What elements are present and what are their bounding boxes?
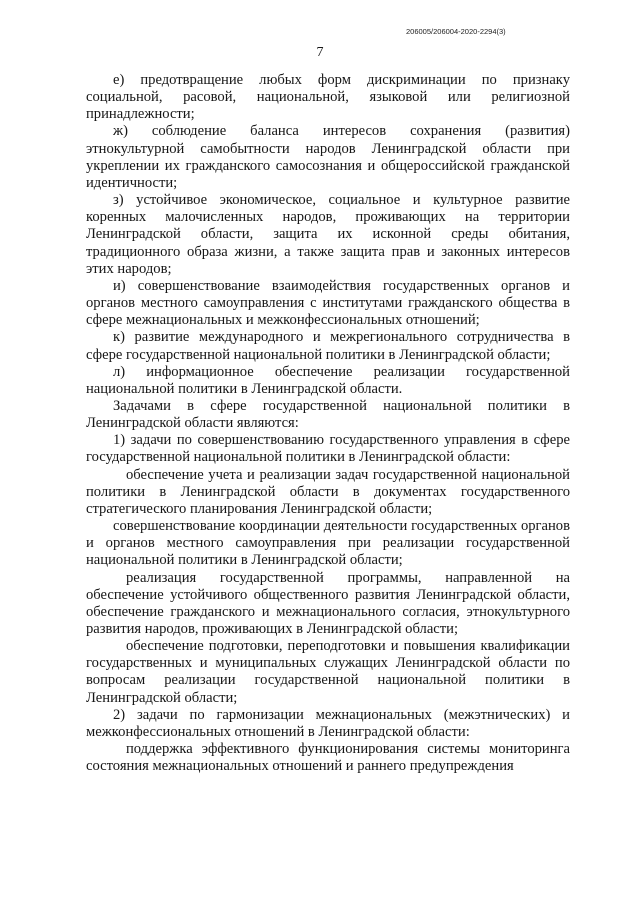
paragraph-item-e: е) предотвращение любых форм дискриминации по признаку социальной, расовой, национальной, языковой или религиозной принадлежности; [86, 72, 570, 123]
paragraph-item-k: к) развитие международного и межрегионального сотрудничества в сфере государственной национальной политики в Ленинградской области; [86, 329, 570, 363]
page-number: 7 [316, 45, 324, 60]
paragraph-item-z: з) устойчивое экономическое, социальное и культурное развитие коренных малочисленных народов, проживающих на территории Ленинградской области, защита их исконной среды обитания, традиционного образа жизни, а также защита прав и законных интересов этих народов; [86, 192, 570, 277]
paragraph-item-zh: ж) соблюдение баланса интересов сохранения (развития) этнокультурной самобытности народов Ленинградской области при укреплении их гражданского самосознания и общероссийской гражданской идентичности; [86, 123, 570, 191]
paragraph-item-i: и) совершенствование взаимодействия государственных органов и органов местного самоуправления с институтами гражданского общества в сфере межнациональных и межконфессиональных отношений; [86, 277, 570, 329]
paragraph-task-1-c: реализация государственной программы, направленной на обеспечение устойчивого общественного развития Ленинградской области, обеспечение гражданского и межнационального согласия, этнокультурного развития народов, проживающих в Ленинградской области; [86, 569, 570, 637]
document-body [86, 72, 570, 775]
paragraph-task-2-a: поддержка эффективного функционирования системы мониторинга состояния межнациональных отношений и раннего предупреждения [86, 741, 570, 775]
paragraph-tasks-2: 2) задачи по гармонизации межнациональных (межэтнических) и межконфессиональных отношений в Ленинградской области: [86, 706, 570, 740]
paragraph-item-l: л) информационное обеспечение реализации государственной национальной политики в Ленинградской области. [86, 363, 570, 397]
paragraph-tasks-intro: Задачами в сфере государственной национальной политики в Ленинградской области являются: [86, 397, 570, 432]
paragraph-task-1-b: совершенствование координации деятельности государственных органов и органов местного самоуправления при реализации государственной национальной политики в Ленинградской области; [86, 518, 570, 569]
paragraph-task-1-d: обеспечение подготовки, переподготовки и повышения квалификации государственных и муниципальных служащих Ленинградской области по вопросам реализации государственной национальной политики в Ленинградской области; [86, 638, 570, 706]
paragraph-task-1-a: обеспечение учета и реализации задач государственной национальной политики в Ленинградской области в документах государственного стратегического планирования Ленинградской области; [86, 466, 570, 517]
paragraph-tasks-1: 1) задачи по совершенствованию государственного управления в сфере государственной национальной политики в Ленинградской области: [86, 432, 570, 466]
document-id: 206005/206004-2020-2294(3) [406, 27, 506, 36]
